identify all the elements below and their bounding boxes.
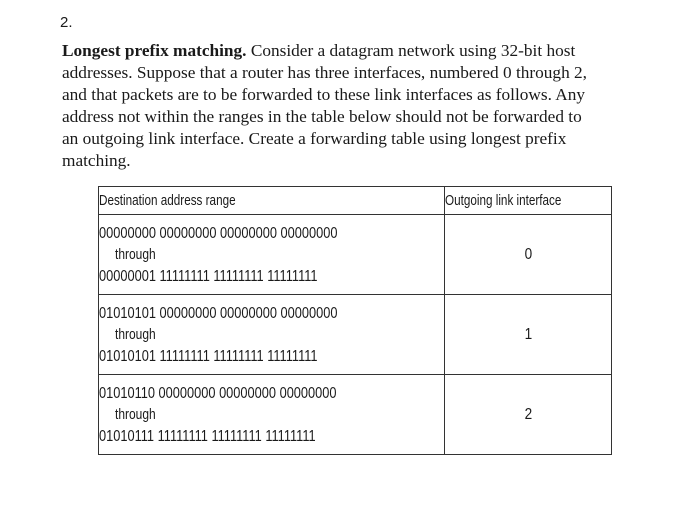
question-number: 2.: [60, 14, 73, 31]
problem-line-1: Consider a datagram network using 32-bit host: [246, 41, 576, 60]
range-cell: [99, 295, 445, 375]
interface-cell: 2: [445, 375, 612, 455]
problem-line-6: matching.: [62, 151, 131, 170]
table-row: [99, 295, 612, 375]
problem-line-3: and that packets are to be forwarded to these link interfaces as follows. Any: [62, 85, 586, 104]
range-end: 01010111 11111111 11111111 11111111: [99, 427, 316, 445]
problem-line-2: addresses. Suppose that a router has three interfaces, numbered 0 through 2,: [62, 63, 587, 82]
table-row: [99, 215, 612, 295]
table-row: [99, 375, 612, 455]
range-cell: [99, 375, 445, 455]
range-through: through: [115, 405, 156, 423]
table-header-row: [99, 187, 612, 215]
range-cell: [99, 215, 445, 295]
range-start: 01010110 00000000 00000000 00000000: [99, 384, 337, 402]
problem-line-4: address not within the ranges in the table below should not be forwarded to: [62, 107, 582, 126]
problem-statement: [62, 40, 672, 172]
interface-cell: 1: [445, 295, 612, 375]
range-start: 00000000 00000000 00000000 00000000: [99, 224, 338, 242]
problem-title: Longest prefix matching.: [62, 41, 247, 60]
range-through: through: [115, 245, 156, 263]
forwarding-table: [98, 186, 612, 455]
range-through: through: [115, 325, 156, 343]
header-destination: Destination address range: [99, 187, 445, 215]
range-start: 01010101 00000000 00000000 00000000: [99, 304, 338, 322]
problem-line-5: an outgoing link interface. Create a forwarding table using longest prefix: [62, 129, 567, 148]
header-interface: Outgoing link interface: [445, 187, 612, 215]
range-end: 00000001 11111111 11111111 11111111: [99, 267, 318, 285]
interface-cell: 0: [445, 215, 612, 295]
range-end: 01010101 11111111 11111111 11111111: [99, 347, 318, 365]
